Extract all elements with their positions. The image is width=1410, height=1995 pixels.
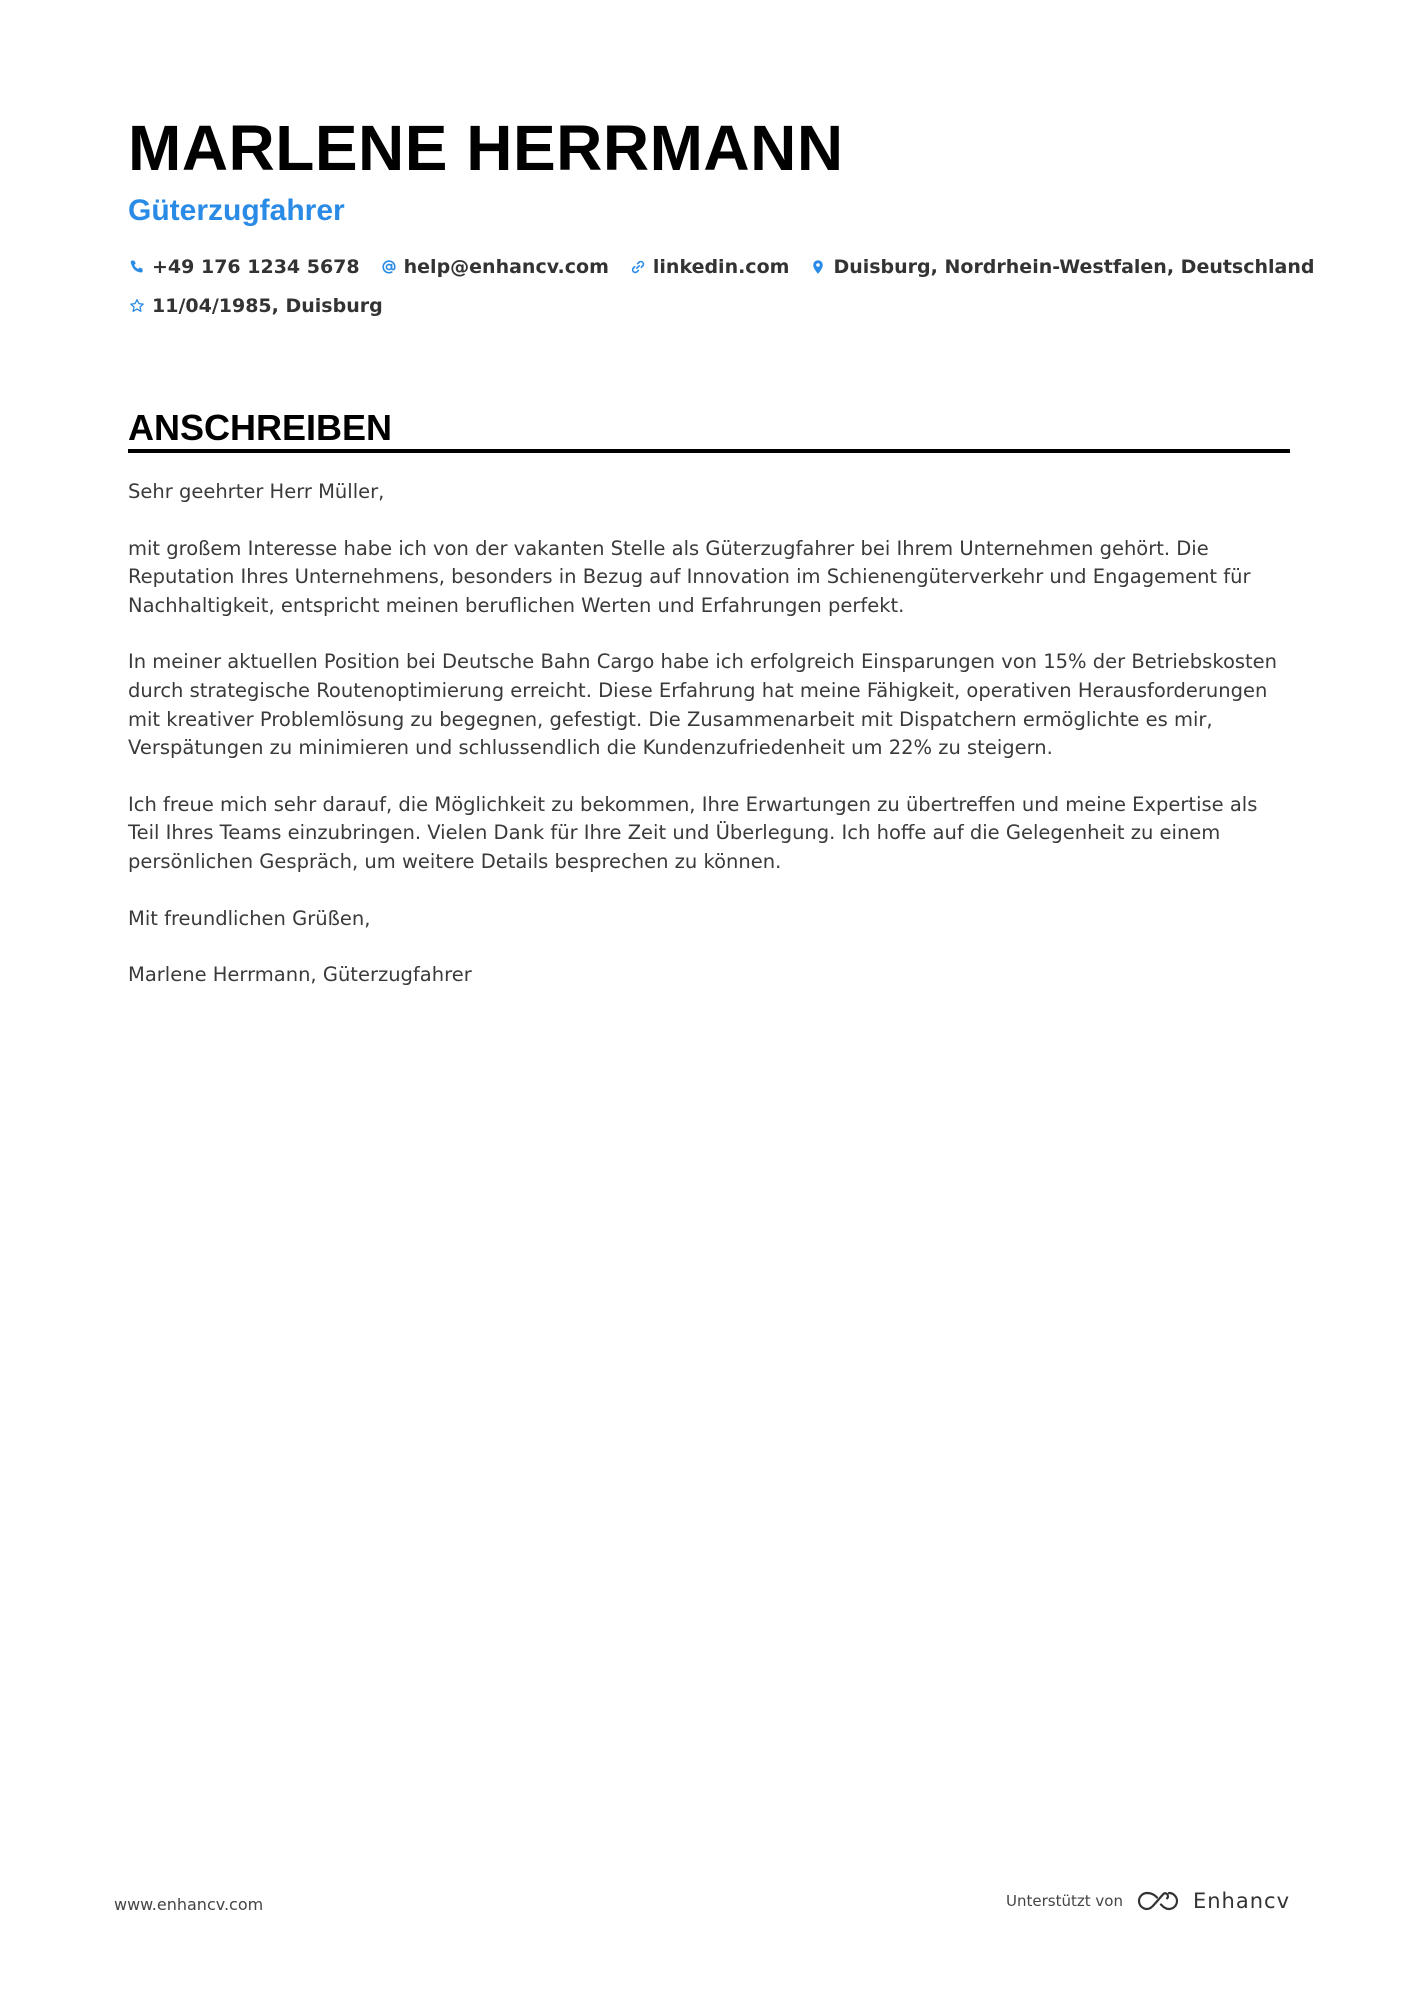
job-title: Güterzugfahrer (128, 194, 345, 227)
candidate-name: MARLENE HERRMANN (128, 112, 844, 184)
enhancv-logo-icon[interactable] (1135, 1888, 1193, 1914)
contact-phone-text: +49 176 1234 5678 (152, 256, 360, 278)
contact-phone (128, 253, 360, 281)
letter-body (128, 478, 1290, 1018)
contact-birth-text: 11/04/1985, Duisburg (152, 295, 383, 317)
powered-by-label: Unterstützt von (1006, 1892, 1123, 1910)
contact-location-text: Duisburg, Nordrhein-Westfalen, Deutschland (833, 256, 1315, 278)
letter-paragraph: Ich freue mich sehr darauf, die Möglichkeit zu bekommen, Ihre Erwartungen zu übertreffen und meine Expertise als Teil Ihres Teams einzubringen. Vielen Dank für Ihre Zeit und Überlegung. Ich hoffe auf die Gelegenheit zu einem persönlichen Gespräch, um weitere Details besprechen zu können. (128, 792, 1258, 873)
star-icon (128, 297, 146, 315)
contact-birth (128, 292, 383, 320)
contact-row-primary (128, 253, 1335, 281)
map-pin-icon (809, 258, 827, 276)
at-icon (380, 258, 398, 276)
footer-website[interactable]: www.enhancv.com (114, 1895, 264, 1914)
contact-email-text[interactable]: help@enhancv.com (403, 256, 609, 278)
section-heading: ANSCHREIBEN (128, 407, 393, 448)
letter-paragraph: In meiner aktuellen Position bei Deutsche Bahn Cargo habe ich erfolgreich Einsparungen von 15% der Betriebskosten durch strategische Routenoptimierung erreicht. Diese Erfahrung hat meine Fähigkeit, operativen Herausforderungen mit kreativer Problemlösung zu begegnen, gefestigt. Die Zusammenarbeit mit Dispatchern ermöglichte es mir, Verspätungen zu minimieren und schlussendlich die Kundenzufriedenheit um 22% zu steigern. (128, 650, 1278, 760)
brand-name[interactable]: Enhancv (1192, 1889, 1290, 1913)
link-icon (629, 258, 647, 276)
letter-closing: Mit freundlichen Grüßen, (128, 906, 371, 930)
section-divider (128, 449, 1290, 453)
contact-linkedin-text[interactable]: linkedin.com (652, 256, 790, 278)
letter-paragraph: mit großem Interesse habe ich von der vakanten Stelle als Güterzugfahrer bei Ihrem Unternehmen gehört. Die Reputation Ihres Unternehmens, besonders in Bezug auf Innovation im Schienengüterverkehr und Engagement für Nachhaltigkeit, entspricht meinen beruflichen Werten und Erfahrungen perfekt. (128, 536, 1251, 617)
contact-row-secondary (128, 292, 403, 320)
letter-salutation: Sehr geehrter Herr Müller, (128, 480, 385, 503)
contact-email[interactable] (380, 253, 609, 281)
footer-powered-by (1006, 1888, 1290, 1914)
contact-location (809, 253, 1314, 281)
letter-signature: Marlene Herrmann, Güterzugfahrer (128, 963, 472, 987)
phone-icon (128, 258, 146, 276)
contact-linkedin[interactable] (629, 253, 790, 281)
